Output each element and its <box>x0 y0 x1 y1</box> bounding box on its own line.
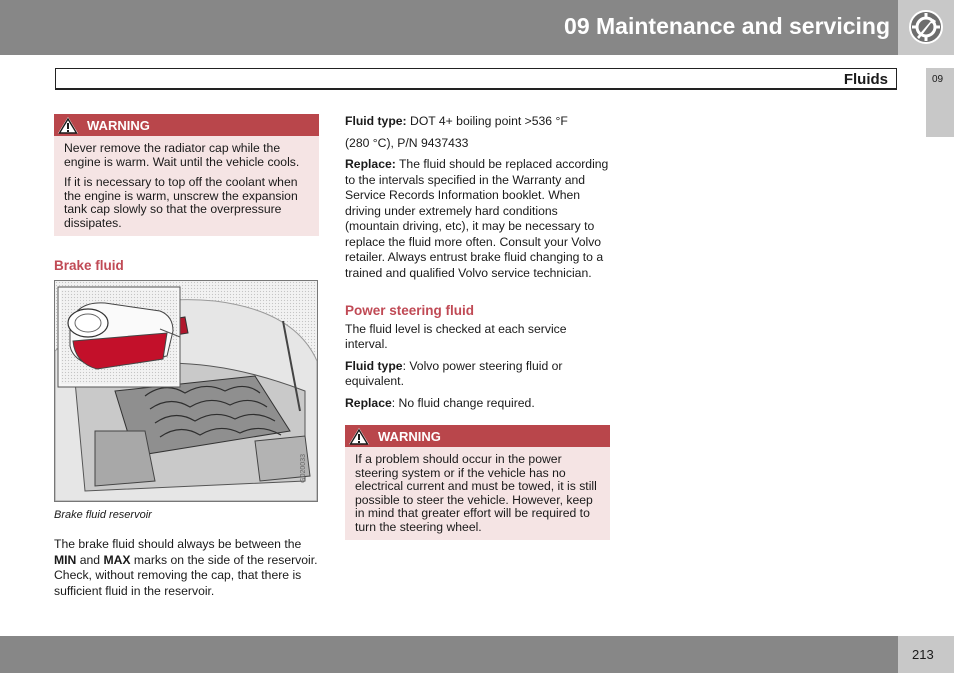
warning-triangle-icon <box>56 115 80 135</box>
ps-replace-line <box>345 396 610 412</box>
power-steering-heading: Power steering fluid <box>345 303 475 318</box>
warning-paragraph: If a problem should occur in the power steering system or if the vehicle has no electrical current and must be towed, it is still possible to steer the vehicle. However, keep in mind that greater effort will be required to turn the steering wheel. <box>355 452 597 534</box>
chapter-title: 09 Maintenance and servicing <box>564 13 890 39</box>
power-steering-text: The fluid level is checked at each service interval. <box>345 321 567 351</box>
left-column <box>54 114 319 605</box>
warning-paragraph: Never remove the radiator cap while the engine is warm. Wait until the vehicle cools. <box>64 141 300 169</box>
ps-replace-label: Replace <box>345 395 392 410</box>
fluid-type-line <box>345 114 610 130</box>
engine-illustration <box>55 281 317 501</box>
warning-paragraph: If it is necessary to top off the coolant when the engine is warm, unscrew the expansion tank cap slowly so that the overpressure dissipates. <box>64 175 298 230</box>
ps-fluid-type-label: Fluid type <box>345 358 403 373</box>
min-label: MIN <box>54 552 77 567</box>
warning-title: WARNING <box>87 118 150 133</box>
fluid-type-line-2: (280 °C), P/N 9437433 <box>345 135 469 150</box>
page-number-box <box>898 636 954 673</box>
fluid-type-text: DOT 4+ boiling point >536 °F <box>406 114 568 128</box>
wrench-gear-icon <box>908 9 944 45</box>
warning-title: WARNING <box>378 429 441 444</box>
section-title: Fluids <box>843 71 888 88</box>
ps-fluid-type-line <box>345 359 610 390</box>
replace-label: Replace: <box>345 157 396 171</box>
header-bar <box>0 0 898 55</box>
coolant-warning <box>54 114 319 236</box>
brake-fluid-heading: Brake fluid <box>54 258 124 273</box>
replace-line <box>345 157 610 281</box>
page-number: 213 <box>912 647 934 662</box>
warning-header <box>54 114 319 136</box>
max-label: MAX <box>103 552 131 567</box>
warning-header <box>345 425 610 447</box>
figure-code: G020033 <box>299 453 307 483</box>
power-steering-warning <box>345 425 610 540</box>
figure-caption: Brake fluid reservoir <box>54 508 152 521</box>
warning-body <box>345 447 610 540</box>
brake-text-and: and <box>76 552 104 567</box>
ps-replace-text: : No fluid change required. <box>391 395 535 410</box>
chapter-tab-label: 09 <box>932 74 944 85</box>
warning-triangle-icon <box>347 426 371 446</box>
brake-text-pre: The brake fluid should always be between the <box>54 537 302 551</box>
chapter-tab <box>926 68 954 137</box>
section-header <box>55 68 897 90</box>
chapter-icon-box <box>898 0 954 55</box>
warning-body <box>54 136 319 236</box>
brake-fluid-figure <box>54 280 318 502</box>
replace-text: The fluid should be replaced according to the intervals specified in the Warranty and Service Records Information booklet. When driving under extremely hard conditions (mountain driving, etc), it may be necessary to replace the fluid more often. Consult your Volvo retailer. Always entrust brake fluid changing to a trained and qualified Volvo service technician. <box>345 157 609 280</box>
fluid-type-label: Fluid type: <box>345 114 407 128</box>
middle-column <box>345 114 610 554</box>
brake-text-post: marks on the side of the reservoir. Check, without removing the cap, that there is sufficient fluid in the reservoir. <box>54 552 318 598</box>
ps-fluid-type-text: : Volvo power steering fluid or equivalent. <box>345 358 563 388</box>
footer-bar <box>0 636 898 673</box>
brake-fluid-text <box>54 537 319 599</box>
